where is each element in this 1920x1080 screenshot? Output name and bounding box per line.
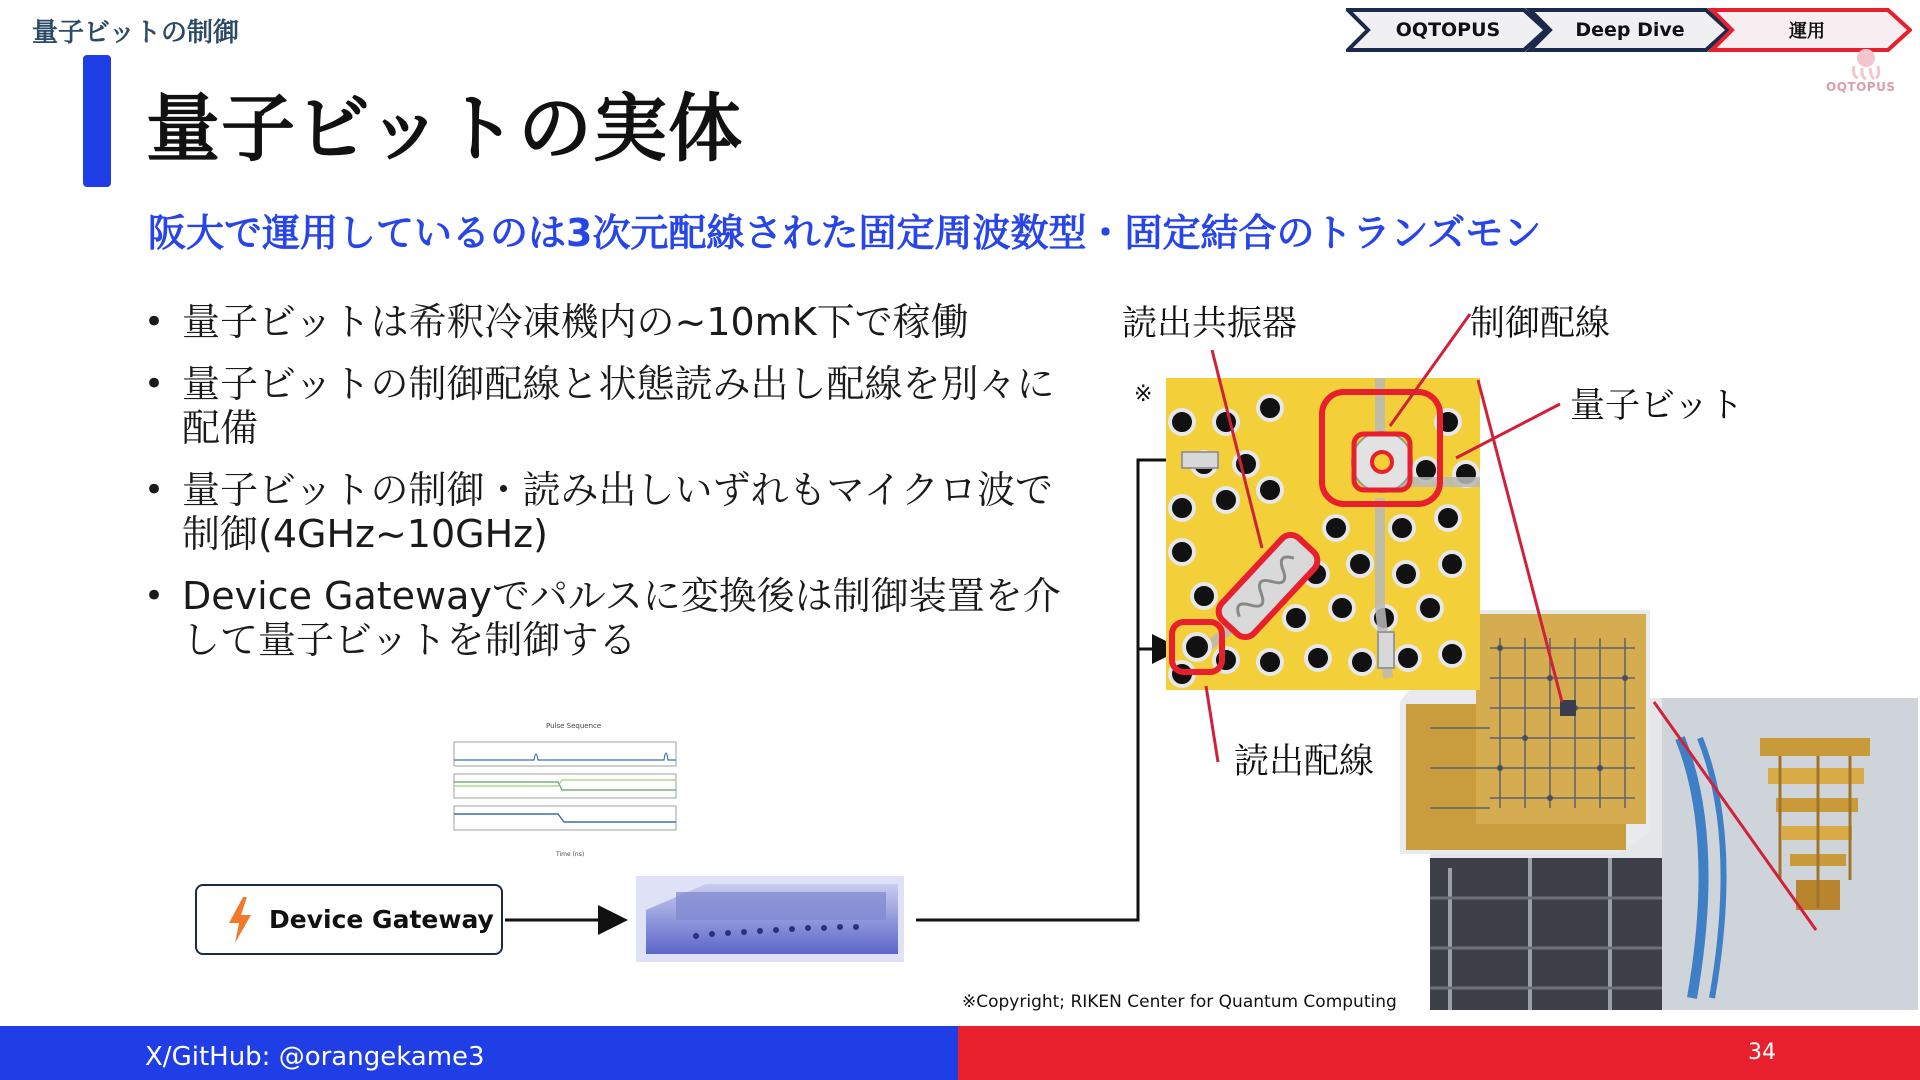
section-label: 量子ビットの制御	[32, 18, 239, 48]
bullet-item: • 量子ビットは希釈冷凍機内の~10mK下で稼働	[140, 300, 1080, 344]
bullet-item: • 量子ビットの制御配線と状態読み出し配線を別々に配備	[140, 362, 1080, 450]
callout-readout-line: 読出配線	[1234, 742, 1375, 782]
logo-text: OQTOPUS	[1826, 80, 1896, 94]
bullet-item: • Device Gatewayでパルスに変換後は制御装置を介して量子ビットを制御する	[140, 574, 1080, 662]
callout-control-line: 制御配線	[1470, 304, 1611, 344]
copyright-note: ※Copyright; RIKEN Center for Quantum Computing	[962, 992, 1397, 1012]
bullet-item: • 量子ビットの制御・読み出しいずれもマイクロ波で制御(4GHz~10GHz)	[140, 468, 1080, 556]
page-subtitle: 阪大で運用しているのは3次元配線された固定周波数型・固定結合のトランズモン	[148, 211, 1542, 255]
callout-qubit: 量子ビット	[1570, 386, 1744, 426]
page-title: 量子ビットの実体	[146, 86, 744, 172]
pulse-xlabel: Time (ns)	[556, 851, 585, 858]
note-mark: ※	[1134, 382, 1153, 407]
device-gateway-label: Device Gateway	[269, 905, 494, 934]
footer-handle: X/GitHub: @orangekame3	[145, 1042, 485, 1072]
page-number: 34	[1748, 1040, 1776, 1065]
nav-item-deep-dive[interactable]: Deep Dive	[1575, 19, 1685, 41]
callout-readout-resonator: 読出共振器	[1122, 304, 1298, 344]
nav-item-oqtopus[interactable]: OQTOPUS	[1395, 19, 1501, 41]
nav-item-operation[interactable]: 運用	[1789, 21, 1825, 42]
pulse-title: Pulse Sequence	[546, 722, 602, 730]
